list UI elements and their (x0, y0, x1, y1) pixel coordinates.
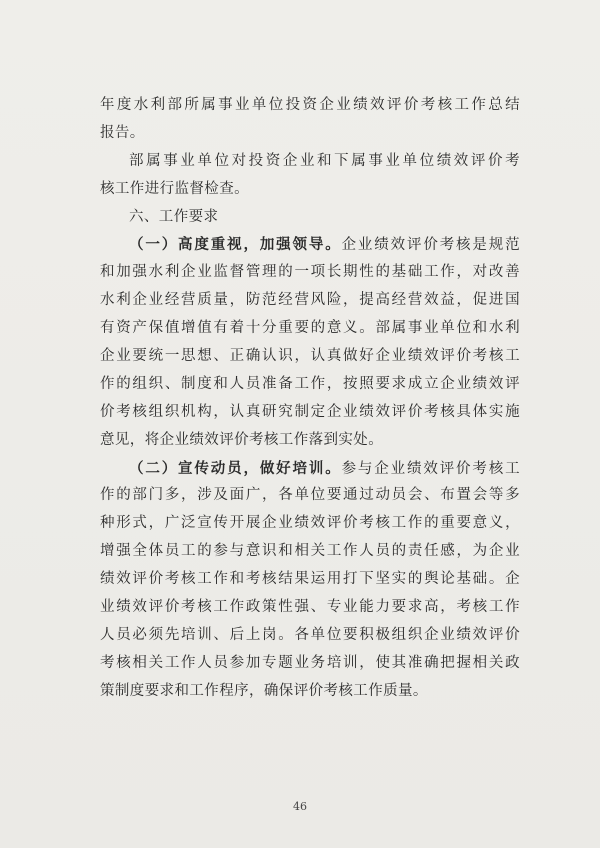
text-line: 策制度要求和工作程序，确保评价考核工作质量。 (100, 682, 428, 699)
section-heading: 六、工作要求 (129, 208, 219, 225)
text-line: 年度水利部所属事业单位投资企业绩效评价考核工作总结 (100, 97, 520, 113)
text-line: 企业要统一思想、正确认识，认真做好企业绩效评价考核工 (100, 348, 520, 365)
text-line (100, 455, 520, 483)
text-line: 核工作进行监督检查。 (100, 180, 249, 197)
text-line: 和加强水利企业监督管理的一项长期性的基础工作，对改善 (100, 264, 520, 281)
text-line: 人员必须先培训、后上岗。各单位要积极组织企业绩效评价 (100, 626, 520, 643)
text-line: 意见，将企业绩效评价考核工作落到实处。 (100, 431, 384, 448)
text-line: 作的部门多，涉及面广，各单位要通过动员会、布置会等多 (100, 487, 520, 504)
page-number: 46 (293, 800, 307, 813)
body-text (100, 92, 520, 706)
text-line (100, 231, 520, 259)
text-line: 增强全体员工的参与意识和相关工作人员的责任感，为企业 (100, 543, 520, 560)
text-line: 绩效评价考核工作和考核结果运用打下坚实的舆论基础。企 (100, 571, 520, 588)
subsection-heading: （二）宣传动员，做好培训。 (129, 459, 342, 477)
text-line: 种形式，广泛宣传开展企业绩效评价考核工作的重要意义， (100, 515, 520, 532)
text-line: 有资产保值增值有着十分重要的意义。部属事业单位和水利 (100, 320, 520, 337)
text-line: 业绩效评价考核工作政策性强、专业能力要求高，考核工作 (100, 599, 520, 616)
text-run: 参与企业绩效评价考核工 (341, 460, 520, 477)
text-line: 报告。 (100, 124, 145, 141)
text-run: 企业绩效评价考核是规范 (341, 237, 520, 254)
text-line: 部属事业单位对投资企业和下属事业单位绩效评价考 (129, 152, 520, 169)
text-line: 价考核组织机构，认真研究制定企业绩效评价考核具体实施 (100, 403, 520, 420)
text-line: 作的组织、制度和人员准备工作，按照要求成立企业绩效评 (100, 375, 520, 392)
text-line: 考核相关工作人员参加专题业务培训，使其准确把握相关政 (100, 654, 520, 671)
subsection-heading: （一）高度重视，加强领导。 (129, 236, 342, 254)
text-line: 水利企业经营质量，防范经营风险，提高经营效益，促进国 (100, 292, 520, 309)
